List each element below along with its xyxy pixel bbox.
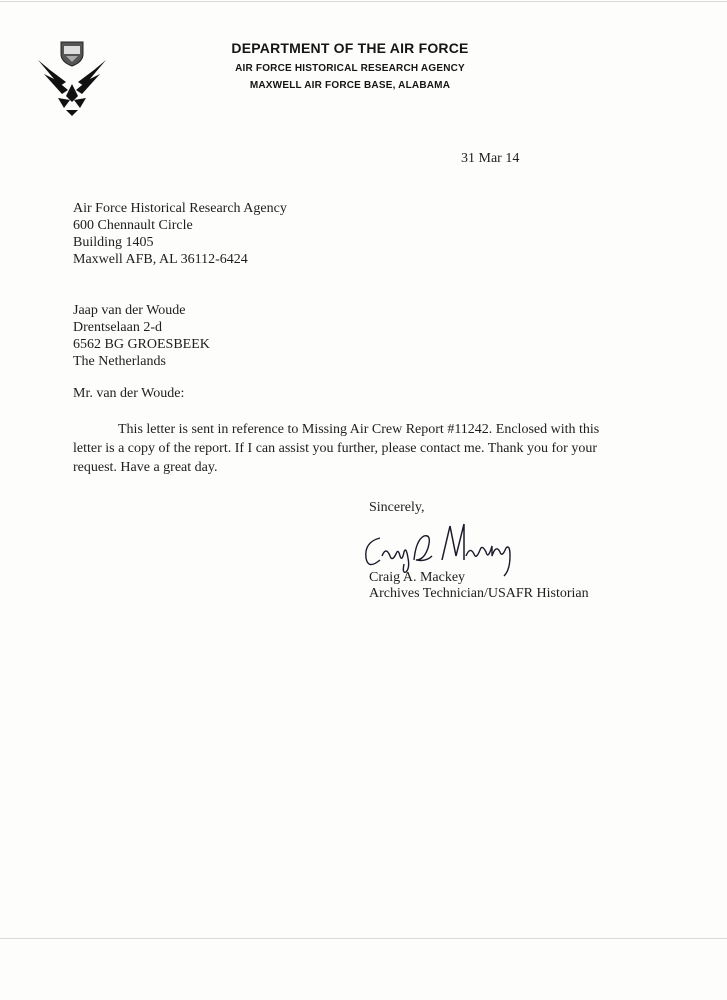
agency-name: AIR FORCE HISTORICAL RESEARCH AGENCY: [235, 63, 465, 74]
recipient-address: [73, 302, 210, 370]
sender-line: Maxwell AFB, AL 36112-6424: [73, 252, 248, 267]
base-location: MAXWELL AIR FORCE BASE, ALABAMA: [249, 80, 451, 91]
sender-line: Air Force Historical Research Agency: [73, 201, 287, 216]
closing: Sincerely,: [369, 500, 425, 515]
department-name: DEPARTMENT OF THE AIR FORCE: [231, 40, 469, 56]
recipient-line: Jaap van der Woude: [73, 303, 186, 318]
signer-title: Archives Technician/USAFR Historian: [369, 586, 589, 601]
sender-line: 600 Chennault Circle: [73, 218, 193, 233]
recipient-line: Drentselaan 2-d: [73, 320, 163, 335]
letter-date: 31 Mar 14: [461, 151, 520, 166]
salutation: Mr. van der Woude:: [73, 386, 185, 401]
recipient-line: The Netherlands: [73, 354, 166, 369]
page-top-edge: [0, 1, 727, 2]
signer-name: Craig A. Mackey: [369, 570, 466, 585]
letter-body-paragraph: [73, 420, 613, 477]
air-force-logo-icon: [36, 40, 108, 118]
letter-body-text: This letter is sent in reference to Missing Air Crew Report #11242. Enclosed with this letter is a copy of the report. If I can assist you further, please contact me. Thank you for your request. Have a great day.: [73, 422, 600, 475]
sender-line: Building 1405: [73, 235, 154, 250]
page-bottom-edge: [0, 938, 727, 939]
sender-address: [73, 200, 287, 268]
recipient-line: 6562 BG GROESBEEK: [73, 337, 210, 352]
letterhead: [200, 40, 500, 94]
